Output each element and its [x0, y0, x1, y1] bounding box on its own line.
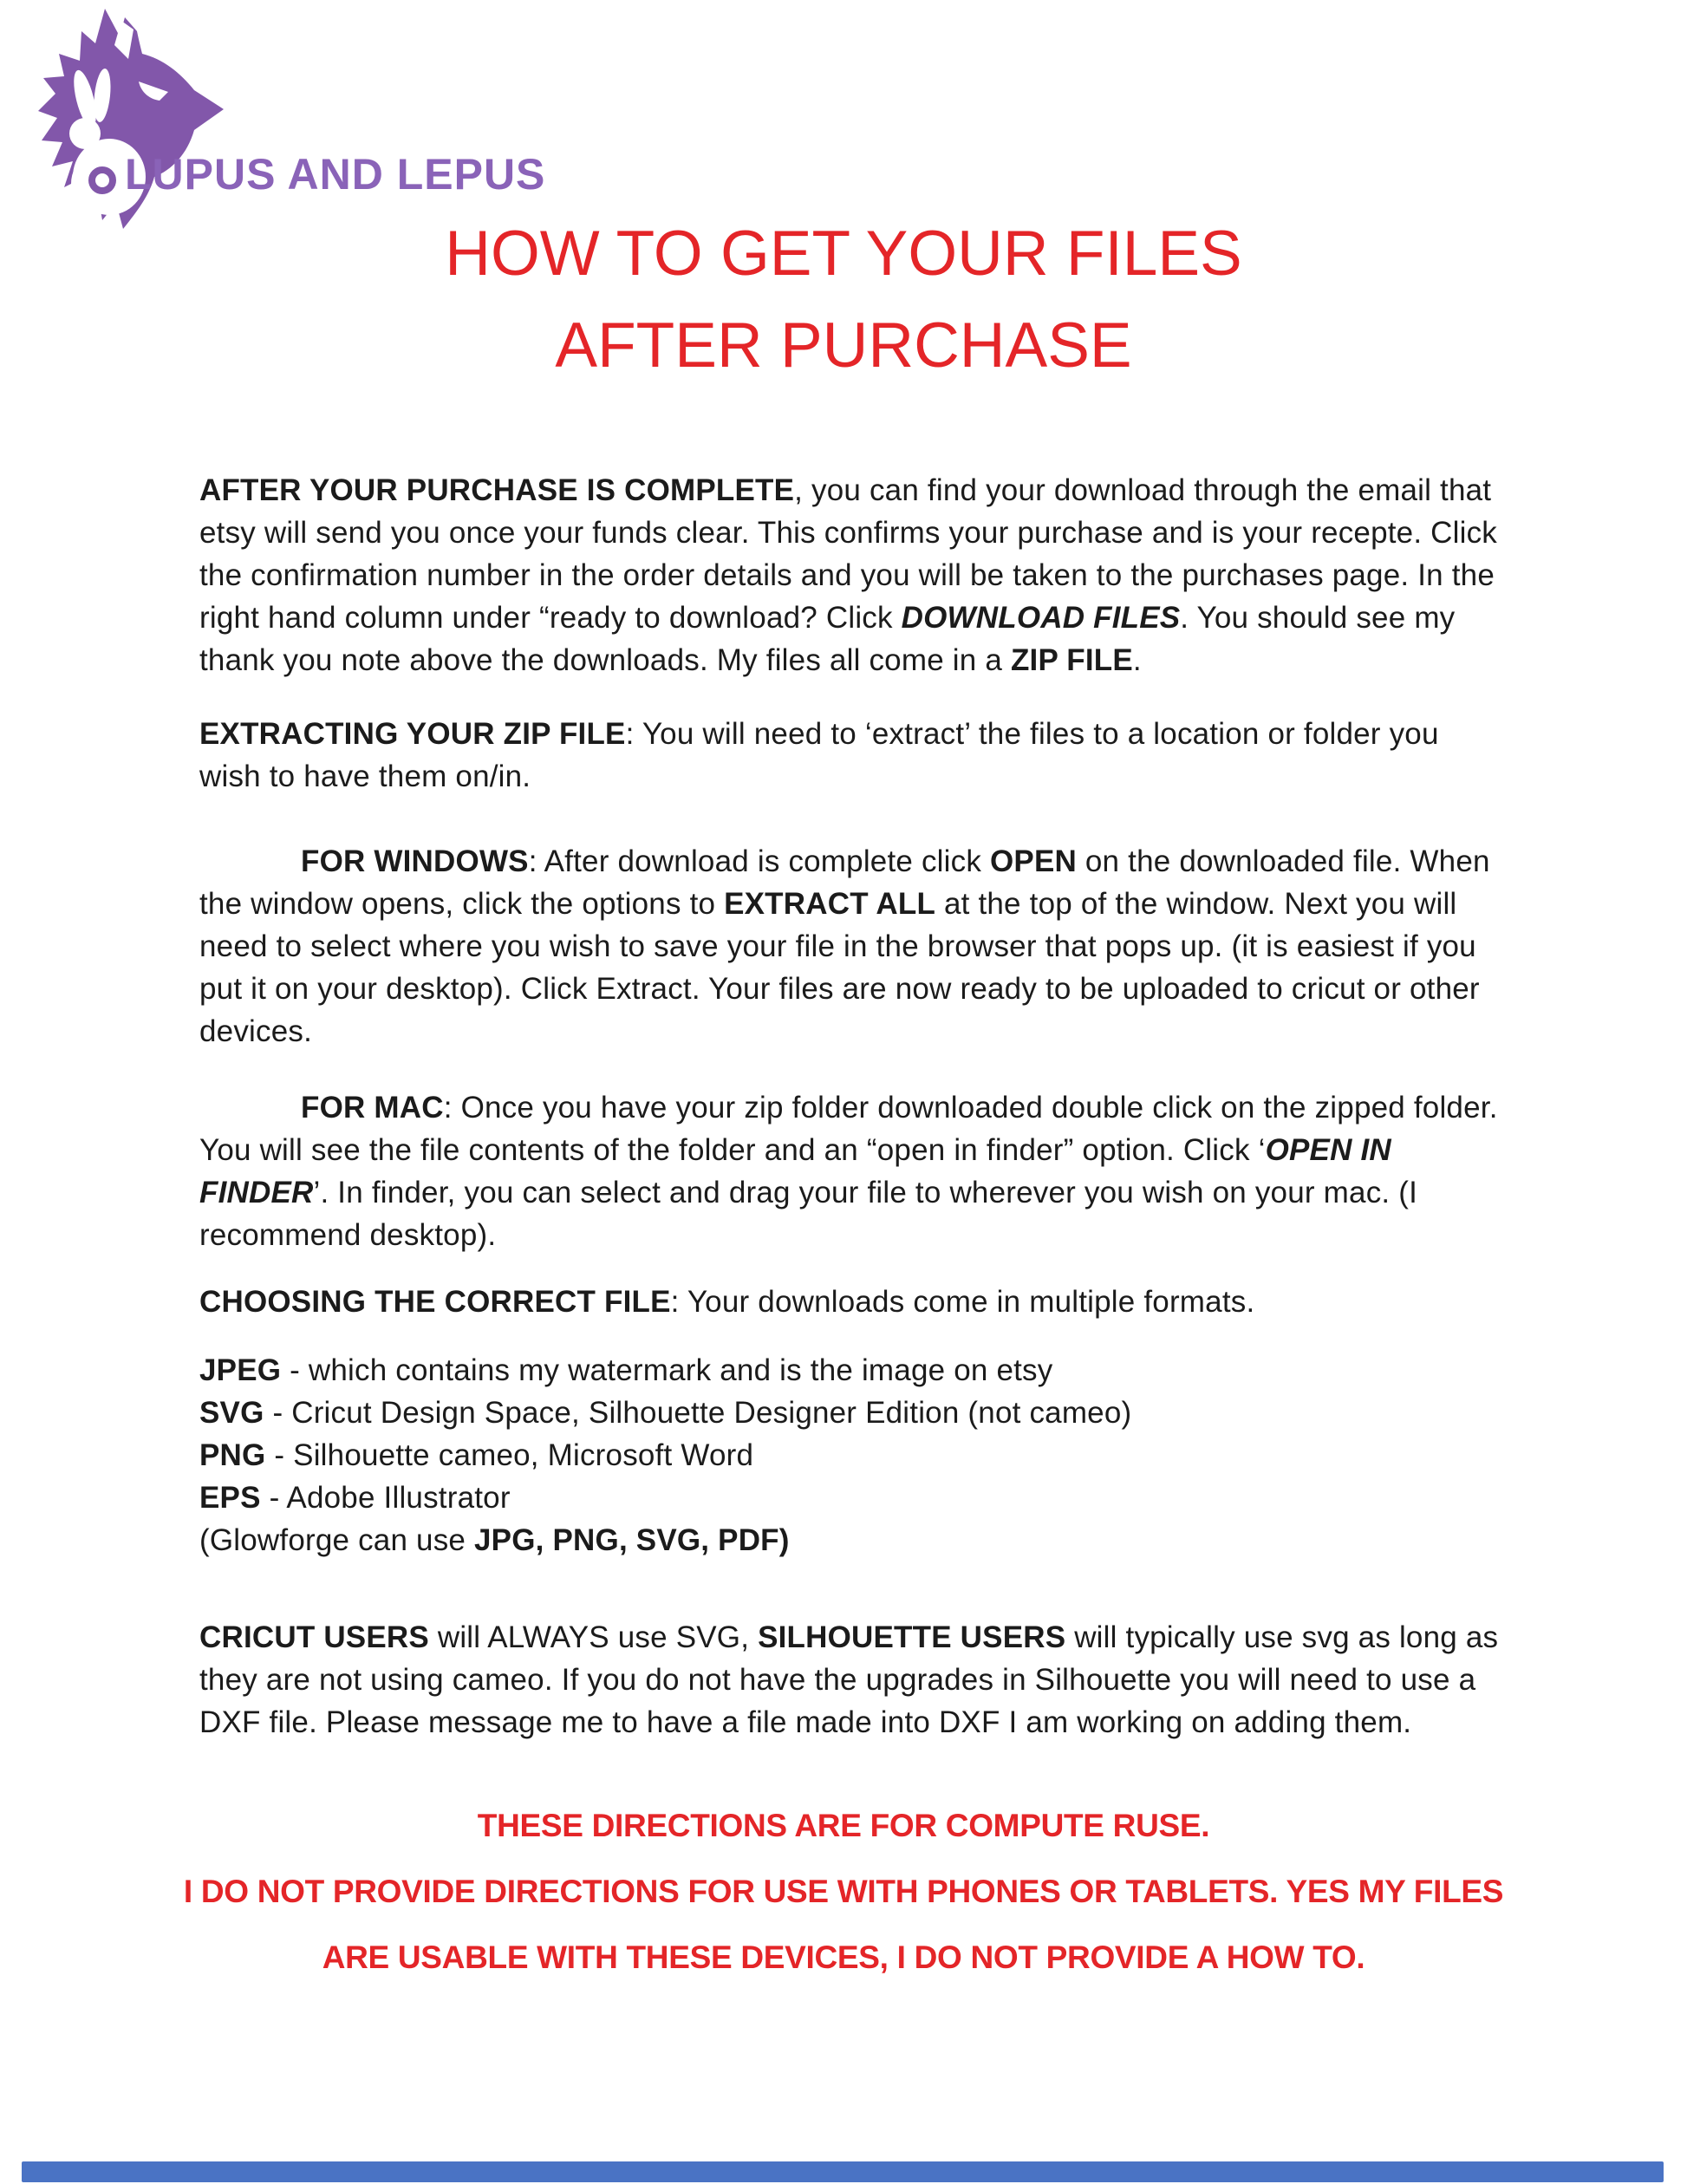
page-title-line1: HOW TO GET YOUR FILES: [445, 218, 1242, 289]
footer-bar: [22, 2161, 1664, 2182]
format-line-jpeg: JPEG - which contains my watermark and is the image on etsy: [199, 1353, 1053, 1387]
format-line-eps: EPS - Adobe Illustrator: [199, 1481, 511, 1515]
format-line-glowforge: (Glowforge can use JPG, PNG, SVG, PDF): [199, 1523, 790, 1557]
warning-line2: I DO NOT PROVIDE DIRECTIONS FOR USE WITH PHONES OR TABLETS. YES MY FILES: [183, 1874, 1504, 1909]
paragraph-for-windows: FOR WINDOWS: After download is complete click OPEN on the downloaded file. When the window opens, click the options to EXTRACT ALL at the top of the window. Next you will need to select where you wish to save your file in the browser that pops up. (it is easiest if you put it on your desktop). Click Extract. Your files are now ready to be uploaded to cricut or other devices.: [199, 844, 1490, 1048]
warning-block: [0, 1793, 1687, 1991]
paragraph-choosing-file: CHOOSING THE CORRECT FILE: Your downloads come in multiple formats.: [199, 1285, 1255, 1319]
paragraph-for-mac: FOR MAC: Once you have your zip folder downloaded double click on the zipped folder. You will see the file contents of the folder and an “open in finder” option. Click ‘OPEN IN FINDER’. In finder, you can select and drag your file to wherever you wish on your mac. (I recommend desktop).: [199, 1091, 1498, 1252]
warning-line1: THESE DIRECTIONS ARE FOR COMPUTE RUSE.: [477, 1808, 1210, 1843]
format-line-svg: SVG - Cricut Design Space, Silhouette Designer Edition (not cameo): [199, 1396, 1132, 1430]
page-title-line2: AFTER PURCHASE: [555, 310, 1132, 381]
paragraph-extracting-zip: EXTRACTING YOUR ZIP FILE: You will need to ‘extract’ the files to a location or folder you wish to have them on/in.: [199, 717, 1439, 793]
warning-line3: ARE USABLE WITH THESE DEVICES, I DO NOT PROVIDE A HOW TO.: [322, 1940, 1365, 1975]
paragraph-after-purchase: AFTER YOUR PURCHASE IS COMPLETE, you can find your download through the email that etsy will send you once your funds clear. This confirms your purchase and is your recepte. Click the confirmation number in the order details and you will be taken to the purchases page. In the right hand column under “ready to download? Click DOWNLOAD FILES. You should see my thank you note above the downloads. My files all come in a ZIP FILE.: [199, 473, 1498, 677]
brand-name: LUPUS AND LEPUS: [125, 150, 546, 199]
page-title: [0, 208, 1687, 392]
brand-logo: [23, 5, 546, 235]
paragraph-cricut-users: CRICUT USERS will ALWAYS use SVG, SILHOUETTE USERS will typically use svg as long as they are not using cameo. If you do not have the upgrades in Silhouette you will need to use a DXF file. Please message me to have a file made into DXF I am working on adding them.: [199, 1620, 1499, 1739]
format-line-png: PNG - Silhouette cameo, Microsoft Word: [199, 1438, 754, 1472]
